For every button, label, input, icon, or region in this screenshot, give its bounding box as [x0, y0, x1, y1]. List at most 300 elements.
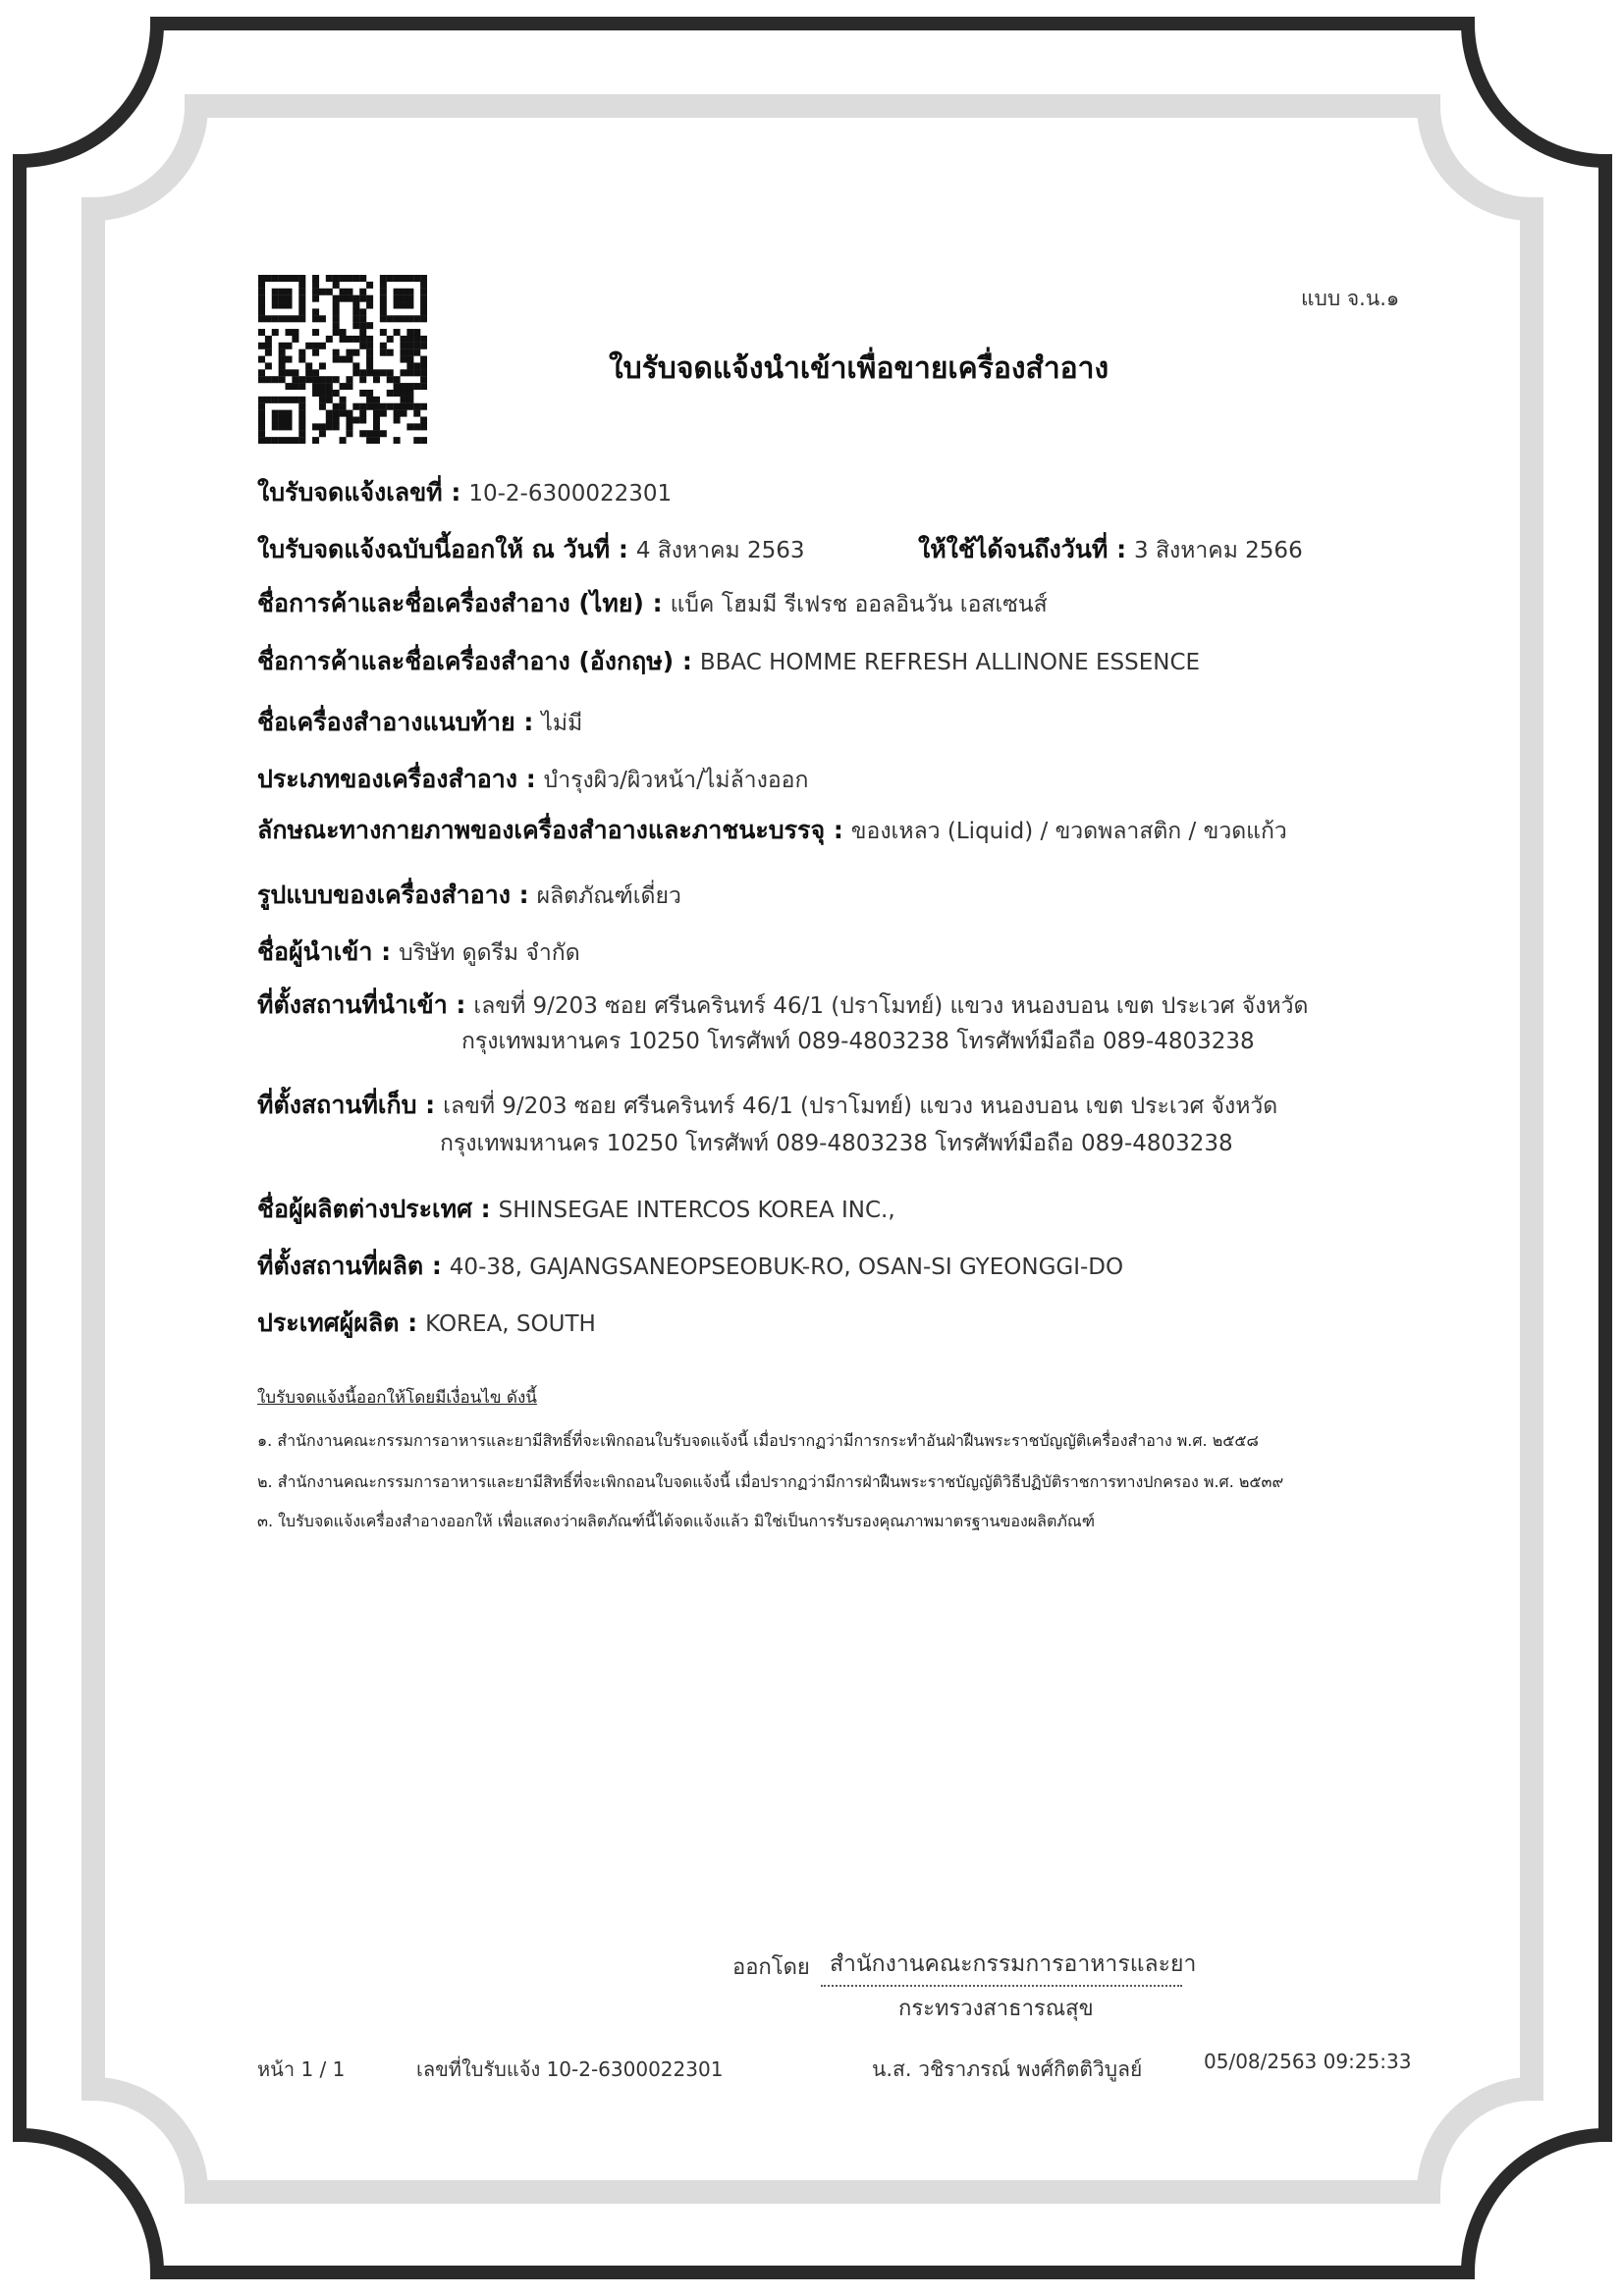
qr-module — [305, 362, 312, 369]
qr-module — [286, 410, 293, 417]
qr-module — [420, 369, 427, 376]
qr-module — [406, 295, 413, 302]
qr-module — [340, 289, 347, 295]
qr-module — [359, 336, 366, 343]
qr-module — [366, 336, 373, 343]
qr-module — [272, 437, 279, 444]
qr-module — [258, 423, 265, 430]
qr-module — [366, 390, 373, 397]
qr-module — [286, 295, 293, 302]
attached-row — [257, 703, 582, 742]
qr-module — [366, 349, 373, 356]
qr-module — [312, 343, 319, 349]
qr-module — [413, 437, 420, 444]
qr-module — [340, 336, 347, 343]
type-row — [257, 760, 808, 799]
qr-module — [346, 275, 352, 282]
qr-module — [319, 343, 326, 349]
country-value: KOREA, SOUTH — [425, 1311, 596, 1337]
qr-module — [413, 403, 420, 410]
issued-by-label: ออกโดย — [732, 1955, 810, 1980]
issue-date-label: ใบรับจดแจ้งฉบับนี้ออกให้ ณ วันที่ : — [257, 535, 628, 563]
qr-module — [258, 315, 265, 322]
qr-module — [312, 329, 319, 336]
qr-module — [340, 410, 347, 417]
qr-module — [272, 329, 279, 336]
qr-module — [265, 275, 272, 282]
qr-code — [258, 275, 427, 444]
qr-module — [400, 275, 406, 282]
name-th-row — [257, 584, 1048, 623]
qr-module — [258, 356, 265, 363]
qr-module — [279, 423, 286, 430]
reg-no-row — [257, 473, 672, 512]
qr-module — [333, 376, 340, 383]
qr-module — [420, 376, 427, 383]
qr-module — [406, 336, 413, 343]
qr-module — [286, 423, 293, 430]
mfg-address-value: 40-38, GAJANGSANEOPSEOBUK-RO, OSAN-SI GYEONGGI-DO — [449, 1255, 1124, 1280]
country-label: ประเทศผู้ผลิต : — [257, 1308, 418, 1337]
qr-module — [380, 289, 387, 295]
qr-module — [387, 275, 394, 282]
type-value: บำรุงผิว/ผิวหน้า/ไม่ล้างออก — [543, 768, 809, 793]
qr-module — [406, 356, 413, 363]
qr-module — [420, 289, 427, 295]
condition-item: ๓. ใบรับจดแจ้งเครื่องสำอางออกให้ เพื่อแสดงว่าผลิตภัณฑ์นี้ได้จดแจ้งแล้ว มิใช่เป็นการรับรองคุณภาพมาตรฐานของผลิตภัณฑ์ — [257, 1512, 1096, 1530]
qr-module — [286, 369, 293, 376]
qr-module — [420, 282, 427, 289]
qr-module — [366, 302, 373, 309]
qr-module — [279, 410, 286, 417]
qr-module — [346, 410, 352, 417]
qr-module — [406, 369, 413, 376]
qr-module — [258, 410, 265, 417]
qr-module — [312, 423, 319, 430]
qr-module — [400, 336, 406, 343]
qr-module — [258, 302, 265, 309]
qr-module — [258, 329, 265, 336]
qr-module — [272, 410, 279, 417]
qr-module — [366, 295, 373, 302]
qr-module — [319, 430, 326, 437]
qr-module — [312, 437, 319, 444]
importer-row — [257, 933, 580, 972]
qr-module — [406, 423, 413, 430]
qr-module — [265, 315, 272, 322]
qr-module — [286, 343, 293, 349]
qr-module — [346, 295, 352, 302]
qr-module — [279, 343, 286, 349]
qr-module — [352, 416, 359, 423]
qr-module — [406, 343, 413, 349]
qr-module — [286, 383, 293, 390]
qr-module — [352, 308, 359, 315]
qr-module — [359, 275, 366, 282]
qr-module — [326, 289, 333, 295]
qr-module — [258, 295, 265, 302]
qr-module — [359, 376, 366, 383]
qr-module — [258, 308, 265, 315]
qr-module — [319, 390, 326, 397]
qr-module — [352, 362, 359, 369]
qr-module — [279, 315, 286, 322]
qr-module — [413, 349, 420, 356]
qr-module — [272, 423, 279, 430]
qr-module — [352, 302, 359, 309]
qr-module — [333, 275, 340, 282]
qr-module — [292, 369, 298, 376]
qr-module — [394, 383, 401, 390]
qr-module — [394, 390, 401, 397]
qr-module — [326, 376, 333, 383]
manufacturer-row — [257, 1190, 895, 1229]
qr-module — [272, 416, 279, 423]
qr-module — [373, 403, 380, 410]
store-address-label: ที่ตั้งสถานที่เก็บ : — [257, 1091, 436, 1119]
qr-module — [380, 295, 387, 302]
qr-module — [413, 343, 420, 349]
qr-module — [292, 315, 298, 322]
qr-module — [279, 437, 286, 444]
qr-module — [359, 289, 366, 295]
qr-module — [359, 390, 366, 397]
qr-module — [272, 376, 279, 383]
qr-module — [333, 329, 340, 336]
qr-module — [258, 343, 265, 349]
qr-module — [279, 289, 286, 295]
qr-module — [352, 369, 359, 376]
qr-module — [406, 383, 413, 390]
store-address-row — [257, 1086, 1277, 1125]
qr-module — [346, 383, 352, 390]
physical-value: ของเหลว (Liquid) / ขวดพลาสติก / ขวดแก้ว — [850, 819, 1287, 844]
valid-date-value: 3 สิงหาคม 2566 — [1134, 538, 1303, 563]
qr-module — [258, 289, 265, 295]
qr-module — [387, 315, 394, 322]
qr-module — [346, 349, 352, 356]
qr-module — [265, 362, 272, 369]
qr-module — [298, 416, 305, 423]
condition-item: ๑. สำนักงานคณะกรรมการอาหารและยามีสิทธิ์ที่จะเพิกถอนใบรับจดแจ้งนี้ เมื่อปรากฏว่ามีการกระทำอันฝ่าฝืนพระราชบัญญัติเครื่องสำอาง พ.ศ. ๒๕๕๘ — [257, 1431, 1259, 1450]
qr-module — [352, 295, 359, 302]
qr-module — [312, 383, 319, 390]
qr-module — [400, 410, 406, 417]
qr-module — [420, 403, 427, 410]
qr-module — [400, 302, 406, 309]
qr-module — [312, 315, 319, 322]
physical-row — [257, 811, 1287, 850]
qr-module — [413, 315, 420, 322]
issuer-ministry: กระทรวงสาธารณสุข — [898, 1997, 1094, 2021]
qr-module — [394, 295, 401, 302]
qr-module — [394, 437, 401, 444]
qr-module — [400, 390, 406, 397]
qr-module — [298, 302, 305, 309]
name-en-label: ชื่อการค้าและชื่อเครื่องสำอาง (อังกฤษ) : — [257, 647, 692, 675]
qr-module — [420, 356, 427, 363]
qr-module — [333, 295, 340, 302]
qr-module — [373, 376, 380, 383]
name-en-row — [257, 642, 1200, 681]
qr-module — [333, 416, 340, 423]
qr-module — [406, 329, 413, 336]
qr-module — [420, 315, 427, 322]
importer-value: บริษัท ดูดรีม จำกัด — [399, 940, 580, 966]
qr-module — [380, 369, 387, 376]
qr-module — [258, 430, 265, 437]
qr-module — [258, 282, 265, 289]
qr-module — [326, 390, 333, 397]
qr-module — [394, 416, 401, 423]
qr-module — [366, 369, 373, 376]
qr-module — [319, 362, 326, 369]
qr-module — [292, 376, 298, 383]
qr-module — [298, 397, 305, 403]
qr-module — [340, 437, 347, 444]
qr-module — [333, 390, 340, 397]
qr-module — [394, 329, 401, 336]
qr-module — [420, 275, 427, 282]
qr-module — [258, 275, 265, 282]
country-row — [257, 1304, 596, 1343]
qr-module — [298, 437, 305, 444]
qr-module — [258, 397, 265, 403]
qr-module — [333, 282, 340, 289]
qr-module — [312, 295, 319, 302]
qr-module — [340, 295, 347, 302]
import-address-label: ที่ตั้งสถานที่นำเข้า : — [257, 990, 466, 1019]
qr-module — [394, 376, 401, 383]
qr-module — [373, 430, 380, 437]
qr-module — [373, 369, 380, 376]
qr-module — [272, 275, 279, 282]
qr-module — [400, 369, 406, 376]
qr-module — [292, 336, 298, 343]
qr-module — [359, 295, 366, 302]
qr-module — [258, 369, 265, 376]
store-address-line-2: กรุงเทพมหานคร 10250 โทรศัพท์ 089-4803238 โทรศัพท์มือถือ 089-4803238 — [440, 1131, 1233, 1156]
qr-module — [359, 343, 366, 349]
qr-module — [319, 383, 326, 390]
qr-module — [319, 376, 326, 383]
qr-module — [387, 403, 394, 410]
qr-module — [387, 336, 394, 343]
qr-module — [292, 329, 298, 336]
qr-module — [380, 308, 387, 315]
reg-no-value: 10-2-6300022301 — [468, 481, 673, 507]
import-address-line-2: กรุงเทพมหานคร 10250 โทรศัพท์ 089-4803238 โทรศัพท์มือถือ 089-4803238 — [461, 1029, 1255, 1054]
qr-module — [413, 369, 420, 376]
qr-module — [420, 423, 427, 430]
qr-module — [420, 343, 427, 349]
qr-module — [298, 308, 305, 315]
qr-module — [380, 315, 387, 322]
qr-module — [394, 403, 401, 410]
qr-module — [366, 362, 373, 369]
qr-module — [286, 437, 293, 444]
qr-module — [406, 289, 413, 295]
qr-module — [406, 315, 413, 322]
qr-module — [326, 410, 333, 417]
manufacturer-value: SHINSEGAE INTERCOS KOREA INC., — [498, 1198, 895, 1223]
qr-module — [380, 410, 387, 417]
footer-timestamp: 05/08/2563 09:25:33 — [1204, 2050, 1412, 2073]
qr-module — [366, 403, 373, 410]
qr-module — [298, 315, 305, 322]
qr-module — [333, 308, 340, 315]
qr-module — [400, 295, 406, 302]
qr-module — [286, 329, 293, 336]
qr-module — [359, 308, 366, 315]
qr-module — [359, 410, 366, 417]
qr-module — [340, 383, 347, 390]
qr-module — [394, 289, 401, 295]
qr-module — [319, 289, 326, 295]
qr-module — [292, 397, 298, 403]
qr-module — [312, 282, 319, 289]
qr-module — [258, 437, 265, 444]
qr-module — [340, 329, 347, 336]
qr-module — [265, 437, 272, 444]
qr-module — [406, 403, 413, 410]
qr-module — [279, 275, 286, 282]
qr-module — [333, 302, 340, 309]
qr-module — [394, 302, 401, 309]
name-en-value: BBAC HOMME REFRESH ALLINONE ESSENCE — [699, 650, 1201, 675]
attached-label: ชื่อเครื่องสำอางแนบท้าย : — [257, 708, 534, 736]
physical-label: ลักษณะทางกายภาพของเครื่องสำอางและภาชนะบรรจุ : — [257, 816, 843, 844]
qr-module — [400, 289, 406, 295]
attached-value: ไม่มี — [541, 711, 583, 736]
qr-module — [380, 275, 387, 282]
qr-module — [333, 356, 340, 363]
qr-module — [305, 376, 312, 383]
qr-module — [366, 356, 373, 363]
store-address-line-1: เลขที่ 9/203 ซอย ศรีนครินทร์ 46/1 (ปราโมทย์) แขวง หนองบอน เขต ประเวศ จังหวัด — [443, 1094, 1278, 1119]
qr-module — [298, 423, 305, 430]
form-label: รูปแบบของเครื่องสำอาง : — [257, 881, 529, 909]
qr-module — [319, 315, 326, 322]
qr-module — [373, 423, 380, 430]
qr-module — [286, 302, 293, 309]
qr-module — [380, 349, 387, 356]
footer-reg-ref: เลขที่ใบรับแจ้ง 10-2-6300022301 — [416, 2057, 724, 2081]
issue-date-row — [257, 530, 805, 569]
qr-module — [272, 315, 279, 322]
qr-module — [312, 390, 319, 397]
qr-module — [346, 336, 352, 343]
valid-date-row — [918, 530, 1303, 569]
qr-module — [258, 416, 265, 423]
qr-module — [400, 315, 406, 322]
qr-module — [413, 362, 420, 369]
issuer-office: สำนักงานคณะกรรมการอาหารและยา — [830, 1951, 1197, 1977]
qr-module — [265, 397, 272, 403]
qr-module — [420, 437, 427, 444]
qr-module — [359, 329, 366, 336]
qr-module — [420, 383, 427, 390]
qr-module — [366, 282, 373, 289]
qr-module — [298, 282, 305, 289]
qr-module — [286, 416, 293, 423]
qr-module — [312, 289, 319, 295]
qr-module — [292, 275, 298, 282]
condition-item: ๒. สำนักงานคณะกรรมการอาหารและยามีสิทธิ์ที่จะเพิกถอนใบจดแจ้งนี้ เมื่อปรากฏว่ามีการฝ่าฝืนพระราชบัญญัติวิธีปฏิบัติราชการทางปกครอง พ.ศ. ๒๕๓๙ — [257, 1472, 1284, 1491]
qr-module — [352, 349, 359, 356]
qr-module — [272, 397, 279, 403]
qr-module — [413, 423, 420, 430]
qr-module — [292, 383, 298, 390]
qr-module — [400, 403, 406, 410]
qr-module — [305, 369, 312, 376]
qr-module — [352, 403, 359, 410]
qr-module — [286, 275, 293, 282]
qr-module — [394, 410, 401, 417]
qr-module — [298, 376, 305, 383]
qr-module — [352, 315, 359, 322]
qr-module — [298, 295, 305, 302]
qr-module — [305, 343, 312, 349]
qr-module — [413, 275, 420, 282]
valid-date-label: ให้ใช้ได้จนถึงวันที่ : — [918, 535, 1127, 563]
issue-date-value: 4 สิงหาคม 2563 — [635, 538, 805, 563]
form-row — [257, 876, 681, 915]
qr-module — [406, 275, 413, 282]
qr-module — [406, 362, 413, 369]
qr-module — [346, 356, 352, 363]
qr-module — [326, 383, 333, 390]
qr-module — [359, 369, 366, 376]
qr-module — [265, 343, 272, 349]
qr-module — [352, 322, 359, 329]
qr-module — [380, 343, 387, 349]
qr-module — [312, 349, 319, 356]
qr-module — [380, 430, 387, 437]
qr-module — [298, 275, 305, 282]
qr-module — [413, 336, 420, 343]
qr-module — [279, 369, 286, 376]
qr-module — [380, 302, 387, 309]
qr-module — [326, 416, 333, 423]
qr-module — [340, 275, 347, 282]
document-title: ใบรับจดแจ้งนำเข้าเพื่อขายเครื่องสำอาง — [609, 351, 1109, 386]
qr-module — [400, 383, 406, 390]
qr-module — [340, 403, 347, 410]
qr-module — [352, 336, 359, 343]
qr-module — [286, 356, 293, 363]
qr-module — [292, 437, 298, 444]
qr-module — [413, 410, 420, 417]
qr-module — [366, 430, 373, 437]
qr-module — [265, 376, 272, 383]
qr-module — [279, 349, 286, 356]
qr-module — [272, 302, 279, 309]
qr-module — [265, 349, 272, 356]
form-value: ผลิตภัณฑ์เดี่ยว — [536, 883, 681, 909]
qr-module — [387, 349, 394, 356]
manufacturer-label: ชื่อผู้ผลิตต่างประเทศ : — [257, 1195, 491, 1223]
qr-module — [346, 430, 352, 437]
mfg-address-row — [257, 1247, 1123, 1286]
qr-module — [366, 343, 373, 349]
qr-module — [373, 410, 380, 417]
qr-module — [394, 275, 401, 282]
qr-module — [279, 376, 286, 383]
qr-module — [420, 336, 427, 343]
qr-module — [420, 302, 427, 309]
qr-module — [279, 416, 286, 423]
